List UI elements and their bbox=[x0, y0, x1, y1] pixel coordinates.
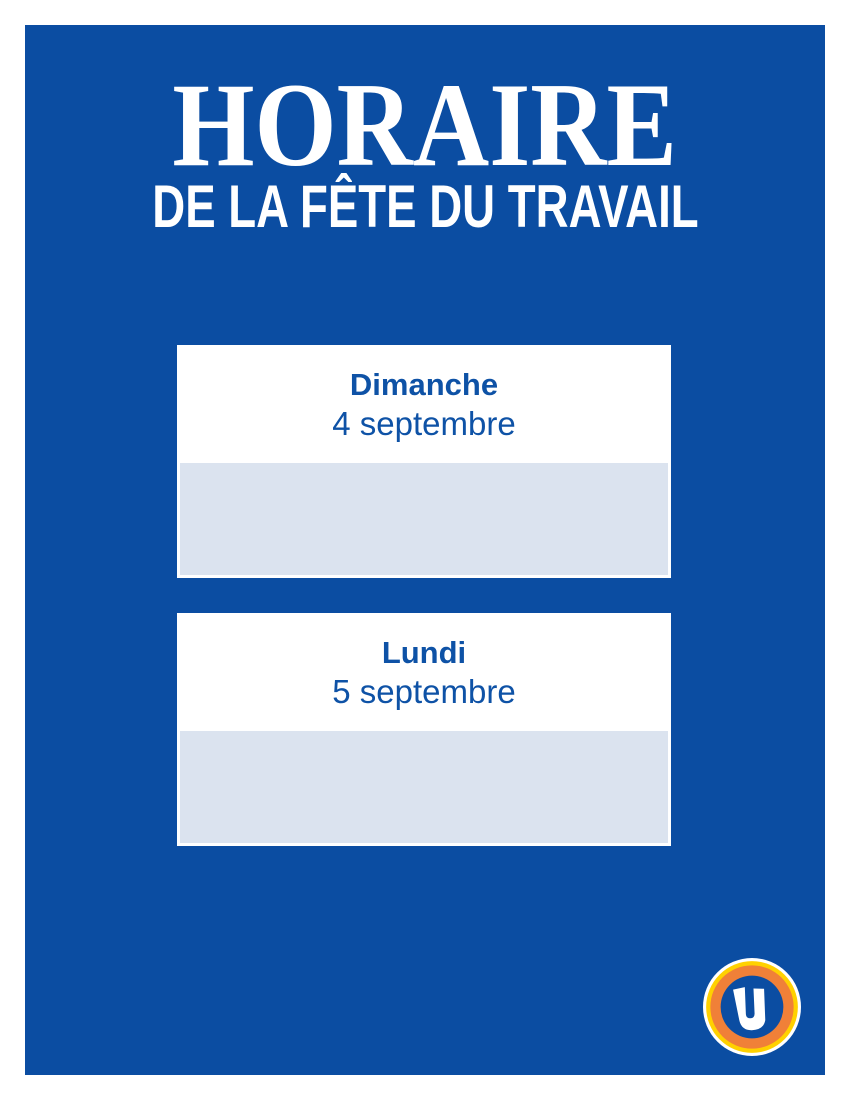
u-logo-icon bbox=[703, 958, 801, 1056]
card-header bbox=[177, 613, 671, 731]
page-subtitle-text: DE LA FÊTE DU TRAVAIL bbox=[151, 173, 699, 240]
store-logo bbox=[703, 958, 801, 1056]
page-title bbox=[25, 58, 825, 191]
schedule-card-monday bbox=[177, 613, 671, 846]
card-header bbox=[177, 345, 671, 463]
card-date-label: 5 septembre bbox=[332, 672, 516, 710]
poster-background bbox=[25, 25, 825, 1075]
hours-panel bbox=[180, 463, 668, 575]
page-title-text: HORAIRE bbox=[172, 58, 678, 191]
card-day-label: Lundi bbox=[381, 634, 467, 670]
page-subtitle bbox=[25, 173, 825, 240]
card-day-label: Dimanche bbox=[349, 366, 499, 402]
schedule-card-sunday bbox=[177, 345, 671, 578]
hours-panel bbox=[180, 731, 668, 843]
card-date-label: 4 septembre bbox=[332, 404, 516, 442]
